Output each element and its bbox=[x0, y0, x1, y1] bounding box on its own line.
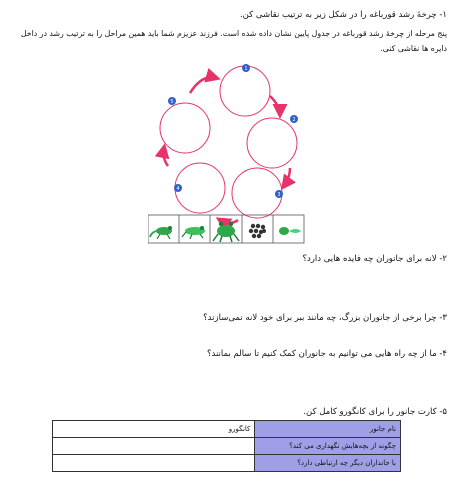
table-row bbox=[53, 438, 401, 455]
question-5: ۵- کارت جانور را برای کانگورو کامل کن. bbox=[303, 407, 447, 417]
cycle-number-4: 4 bbox=[176, 186, 180, 193]
cycle-arrow-2-3 bbox=[284, 168, 290, 186]
row-label-care: چگونه از بچه‌هایش نگهداری می کند؟ bbox=[255, 438, 401, 455]
table-row bbox=[53, 421, 401, 438]
question-1-description: پنج مرحله از چرخهٔ رشد قورباغه در جدول پایین نشان داده شده است. فرزند عزیزم شما باید همین مراحل را به ترتیب رشد در داخل دایره ها نقاشی کنی. bbox=[20, 29, 447, 53]
table-row bbox=[53, 455, 401, 472]
cycle-circle-2[interactable] bbox=[247, 118, 297, 168]
cycle-circle-3[interactable] bbox=[232, 168, 282, 218]
adult-frog-icon[interactable] bbox=[213, 222, 239, 242]
cycle-arrow-1-2 bbox=[270, 96, 280, 114]
cycle-arrow-5-1 bbox=[190, 77, 216, 93]
tadpole-icon[interactable] bbox=[279, 227, 301, 235]
cycle-arrow-4-5 bbox=[164, 148, 169, 166]
cycle-number-2: 2 bbox=[292, 117, 296, 124]
question-2: ۲- لانه برای جانوران چه فایده هایی دارد؟ bbox=[302, 254, 447, 264]
cycle-circle-4[interactable] bbox=[175, 163, 225, 213]
cycle-number-5: 5 bbox=[170, 99, 174, 106]
small-frog-icon[interactable] bbox=[182, 226, 205, 239]
stage-strip-graphic bbox=[148, 214, 306, 245]
stage-image-strip bbox=[148, 214, 306, 245]
row-value-care[interactable] bbox=[53, 438, 255, 455]
animal-card-table bbox=[52, 420, 401, 472]
row-label-relations: با جانداران دیگر چه ارتباطی دارد؟ bbox=[255, 455, 401, 472]
cycle-number-1: 1 bbox=[244, 66, 248, 73]
question-1-title: ۱- چرخهٔ رشد قورباغه را در شکل زیر به ترتیب نقاشی کن. bbox=[239, 10, 447, 20]
question-4: ۴- ما از چه راه هایی می توانیم به جانوران کمک کنیم تا سالم بمانند؟ bbox=[206, 349, 447, 359]
cycle-circle-5[interactable] bbox=[160, 103, 210, 153]
cycle-number-3: 3 bbox=[277, 192, 281, 199]
frog-with-tail-icon[interactable] bbox=[150, 226, 172, 239]
row-value-relations[interactable] bbox=[53, 455, 255, 472]
cycle-circle-1[interactable] bbox=[220, 66, 270, 116]
row-value-animal-name[interactable]: کانگورو bbox=[53, 421, 255, 438]
question-3: ۳- چرا برخی از جانوران بزرگ، چه مانند ببر برای خود لانه نمی‌سازند؟ bbox=[203, 313, 447, 323]
frog-life-cycle-diagram bbox=[150, 58, 310, 238]
row-label-animal-name: نام جانور bbox=[255, 421, 401, 438]
cycle-badge-2 bbox=[290, 115, 298, 123]
frog-eggs-icon[interactable] bbox=[249, 224, 266, 238]
cycle-badge-5 bbox=[168, 97, 176, 105]
